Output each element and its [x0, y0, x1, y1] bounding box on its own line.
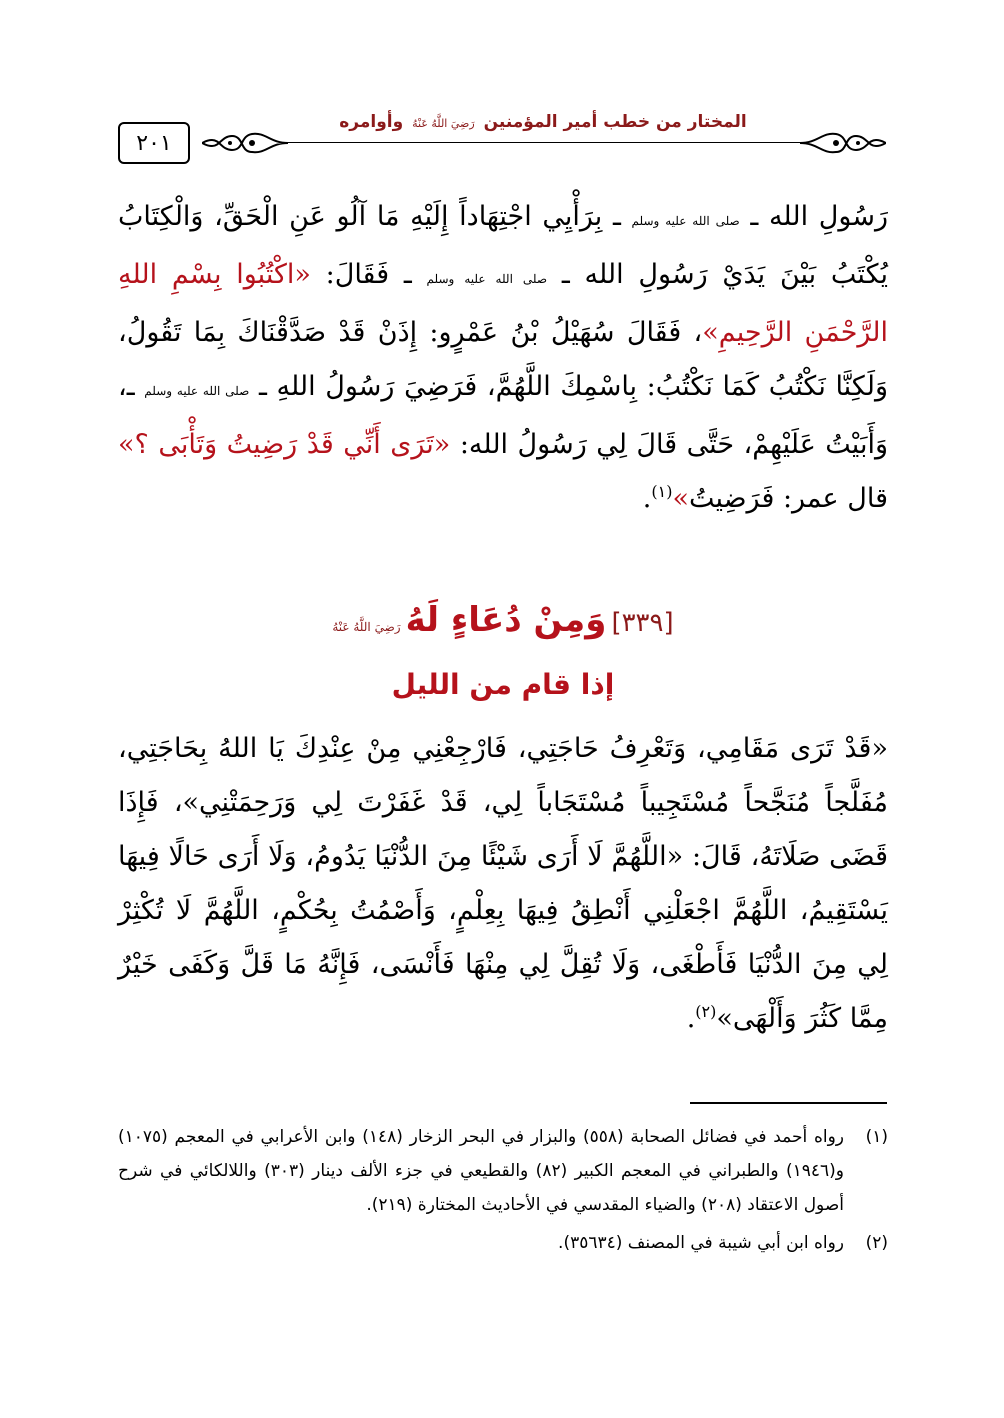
page-header [118, 112, 888, 162]
section-honorific: رَضِيَ اللَّهُ عَنْهُ [332, 620, 401, 634]
footnote-ref-2: (٢) [695, 1002, 717, 1021]
paragraph-1 [118, 190, 888, 526]
quote: «تَرَى أَنِّي قَدْ رَضِيتُ وَتَأْبَى ؟» [118, 429, 451, 460]
section-title: وَمِنْ دُعَاءٍ لَهُ [405, 600, 607, 640]
footnote-item [118, 1120, 888, 1222]
quote: «اكْتُبُوا بِسْمِ اللهِ الرَّحْمَنِ الرَّحِيمِ» [118, 259, 889, 348]
section-number: [٣٣٩] [611, 608, 674, 638]
footnote-item [118, 1226, 888, 1260]
honorific: صلى الله عليه وسلم [631, 214, 740, 228]
footnotes [118, 1120, 888, 1264]
footnote-text: رواه ابن أبي شيبة في المصنف (٣٥٦٣٤). [558, 1233, 844, 1253]
section-heading [118, 600, 888, 640]
running-title-honorific: رَضِيَ اللَّهُ عَنْهُ [412, 117, 475, 130]
paragraph-1-text: رَسُولِ الله ـ صلى الله عليه وسلم ـ بِرَأْيِي اجْتِهَاداً إِلَيْهِ مَا آلُو عَنِ الْحَقِّ، وَالْكِتَابُ يُكْتَبُ بَيْنَ يَدَيْ رَسُولِ الله ـ صلى الله عليه وسلم ـ فَقَالَ: «اكْتُبُوا بِسْمِ اللهِ الرَّحْمَنِ الرَّحِيمِ»، فَقَالَ سُهَيْلُ بْنُ عَمْرٍو: إِذَنْ قَدْ صَدَّقْنَاكَ بِمَا تَقُولُ، وَلَكِنَّا نَكْتُبُ كَمَا نَكْتُبُ: بِاسْمِكَ اللَّهُمَّ، فَرَضِيَ رَسُولُ اللهِ ـ صلى الله عليه وسلم ـ، وَأَبَيْتُ عَلَيْهِمْ، حَتَّى قَالَ لِي رَسُولُ الله: «تَرَى أَنِّي قَدْ رَضِيتُ وَتَأْبَى ؟» قال عمر: فَرَضِيتُ»$^{(١)}$. [118, 201, 889, 514]
footnote-number: (١) [865, 1127, 888, 1147]
footnote-ref-1: (١) [651, 482, 673, 501]
running-title: المختار من خطب أمير المؤمنين رَضِيَ اللَّهُ عَنْهُ وأوامره [339, 112, 747, 132]
footnote-number: (٢) [865, 1233, 888, 1253]
honorific: صلى الله عليه وسلم [426, 272, 548, 286]
paragraph-2 [118, 722, 888, 1046]
page-number: ٢٠١ [118, 122, 190, 164]
footnote-text: رواه أحمد في فضائل الصحابة (٥٥٨) والبزار في البحر الزخار (١٤٨) وابن الأعرابي في المعجم (١٠٧٥) و(١٩٤٦) والطبراني في المعجم الكبير (٨٢) والقطيعي في جزء الألف دينار (٣٠٣) واللالكائي في شرح أصول الاعتقاد (٢٠٨) والضياء المقدسي في الأحاديث المختارة (٢١٩). [118, 1127, 844, 1215]
footnote-separator [690, 1102, 887, 1104]
paragraph-2-text: «قَدْ تَرَى مَقَامِي، وَتَعْرِفُ حَاجَتِي، فَارْجِعْنِي مِنْ عِنْدِكَ يَا اللهُ بِحَاجَتِي، مُفَلَّجاً مُنَجَّحاً مُسْتَجِيباً مُسْتَجَاباً لِي، قَدْ غَفَرْتَ لِي وَرَحِمَتْنِي»، فَإِذَا قَضَى صَلَاتَهُ، قَالَ: «اللَّهُمَّ لَا أَرَى شَيْئًا مِنَ الدُّنْيَا يَدُومُ، وَلَا أَرَى حَالًا فِيهَا يَسْتَقِيمُ، اللَّهُمَّ اجْعَلْنِي أَنْطِقُ فِيهَا بِعِلْمٍ، وَأَصْمُتُ بِحُكْمٍ، اللَّهُمَّ لَا تُكْثِرْ لِي مِنَ الدُّنْيَا فَأَطْغَى، وَلَا تُقِلَّ لِي مِنْهَا فَأَنْسَى، فَإِنَّهُ مَا قَلَّ وَكَفَى خَيْرٌ مِمَّا كَثُرَ وَأَلْهَى»$^{(٢)}$. [118, 733, 888, 1034]
right-ornament-icon [798, 128, 888, 158]
left-ornament-icon [200, 128, 290, 158]
section-subtitle: إذا قام من الليل [391, 668, 615, 701]
header-rule [288, 142, 800, 143]
honorific: صلى الله عليه وسلم [144, 384, 250, 398]
